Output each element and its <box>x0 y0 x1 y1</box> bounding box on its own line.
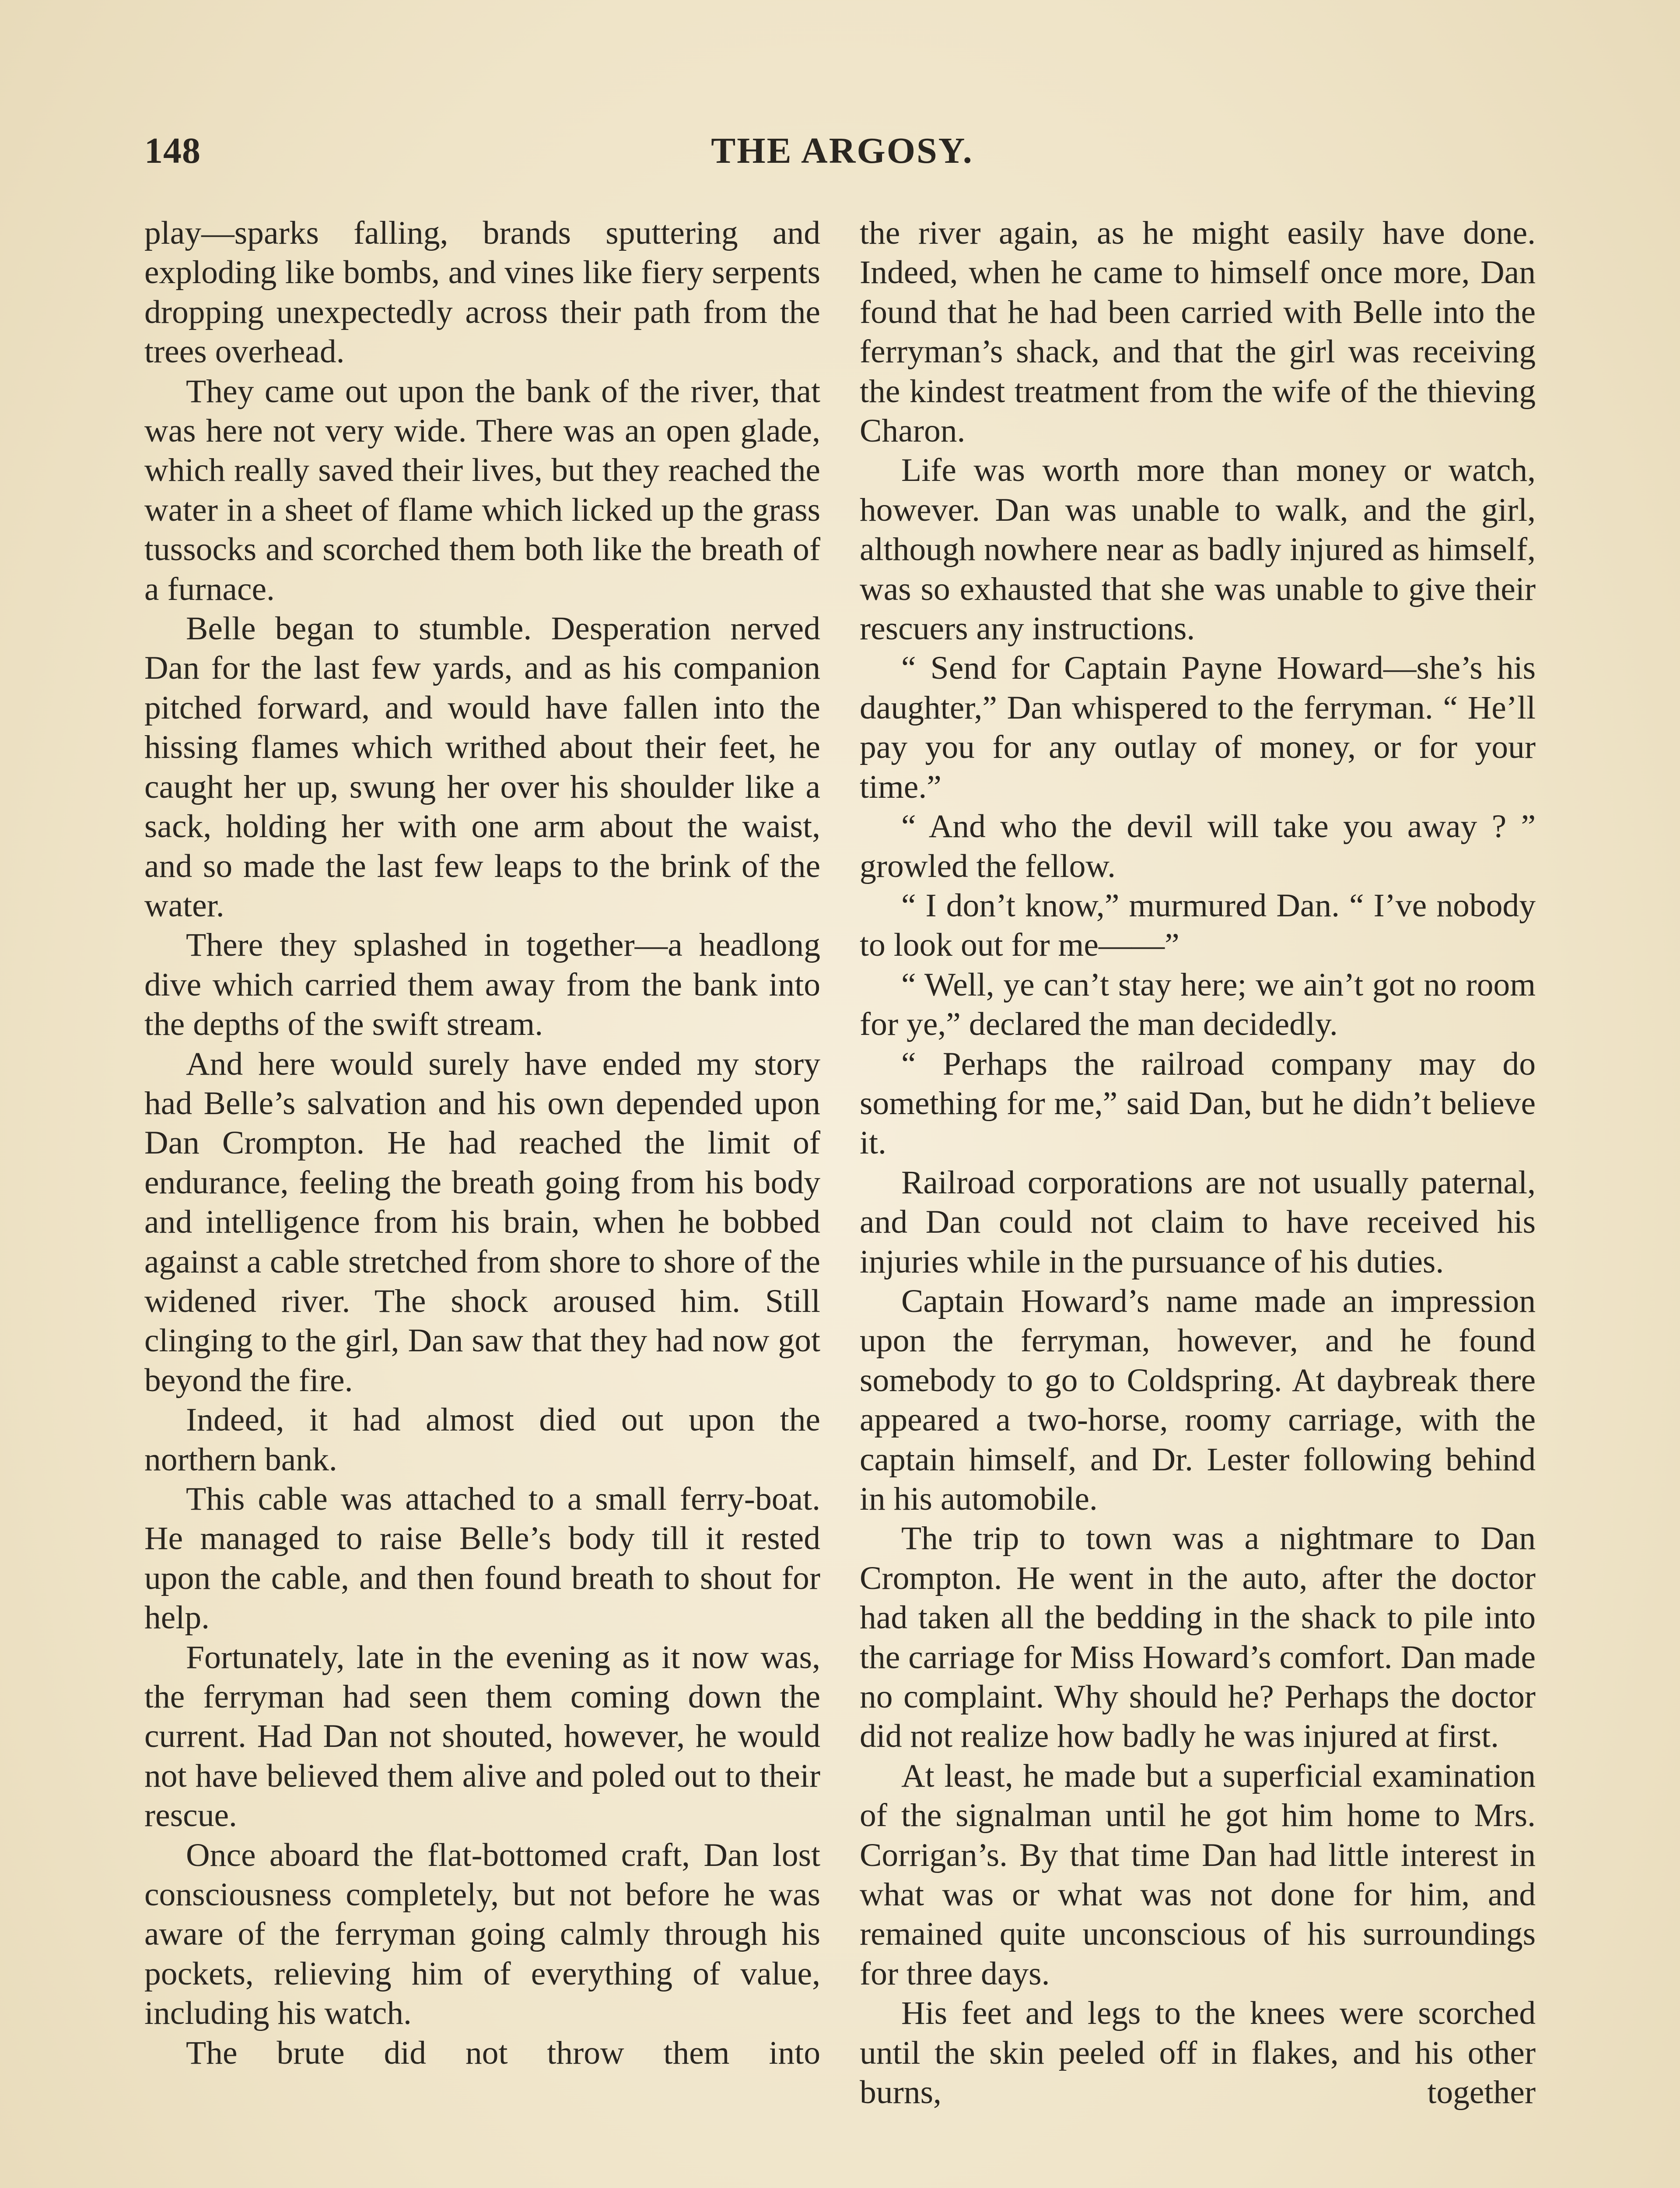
page-number: 148 <box>144 130 201 171</box>
paragraph: His feet and legs to the knees were scorched until the skin peeled off in flakes, and his other burns, together <box>860 1995 1536 2111</box>
paragraph: The trip to town was a nightmare to Dan Crompton. He went in the auto, after the doctor had taken all the bedding in the shack to pile into the carriage for Miss Howard’s comfort. Dan made no complaint. Why should he? Perhaps the doctor did not realize how badly he was injured at first. <box>860 1520 1536 1755</box>
paragraph: Belle began to stumble. Desperation nerved Dan for the last few yards, and as his companion pitched forward, and would have fallen into the hissing flames which writhed about their feet, he caught her up, swung her over his shoulder like a sack, holding her with one arm about the waist, and so made the last few leaps to the brink of the water. <box>144 610 820 924</box>
paragraph: “ I don’t know,” murmured Dan. “ I’ve nobody to look out for me——” <box>860 887 1536 964</box>
page-header <box>144 130 1540 178</box>
paragraph: “ Send for Captain Payne Howard—she’s his daughter,” Dan whispered to the ferryman. “ He’ll pay you for any outlay of money, or for your time.” <box>860 650 1536 805</box>
paragraph: Captain Howard’s name made an impression upon the ferryman, however, and he found somebody to go to Coldspring. At daybreak there appeared a two-horse, roomy carriage, with the captain himself, and Dr. Lester following behind in his automobile. <box>860 1283 1536 1517</box>
paragraph: They came out upon the bank of the river, that was here not very wide. There was an open glade, which really saved their lives, but they reached the water in a sheet of flame which licked up the grass tussocks and scorched them both like the breath of a furnace. <box>144 373 820 607</box>
paragraph: play—sparks falling, brands sputtering and exploding like bombs, and vines like fiery serpents dropping unexpectedly across their path from the trees overhead. <box>144 215 820 370</box>
paragraph: This cable was attached to a small ferry-boat. He managed to raise Belle’s body till it rested upon the cable, and then found breath to shout for help. <box>144 1481 820 1636</box>
paragraph: Fortunately, late in the evening as it now was, the ferryman had seen them coming down the current. Had Dan not shouted, however, he would not have believed them alive and poled out to their rescue. <box>144 1639 820 1834</box>
paragraph: Once aboard the flat-bottomed craft, Dan lost consciousness completely, but not before he was aware of the ferryman going calmly through his pockets, relieving him of everything of value, including his watch. <box>144 1837 820 2032</box>
paragraph: “ And who the devil will take you away ? ” growled the fellow. <box>860 808 1536 884</box>
left-column <box>144 214 820 2073</box>
right-column <box>860 214 1536 2113</box>
paragraph: The brute did not throw them into <box>186 2034 820 2071</box>
paragraph: the river again, as he might easily have done. Indeed, when he came to himself once more, Dan found that he had been carried with Belle into the ferryman’s shack, and that the girl was receiving the kindest treatment from the wife of the thieving Charon. <box>860 215 1536 449</box>
paragraph: Indeed, it had almost died out upon the northern bank. <box>144 1402 820 1478</box>
paragraph: Life was worth more than money or watch, however. Dan was unable to walk, and the girl, although nowhere near as badly injured as himself, was so exhausted that she was unable to give their rescuers any instructions. <box>860 452 1536 647</box>
running-title: THE ARGOSY. <box>711 130 973 171</box>
paragraph: There they splashed in together—a headlong dive which carried them away from the bank into the depths of the swift stream. <box>144 927 820 1043</box>
paragraph: And here would surely have ended my story had Belle’s salvation and his own depended upon Dan Crompton. He had reached the limit of endurance, feeling the breath going from his body and intelligence from his brain, when he bobbed against a cable stretched from shore to shore of the widened river. The shock aroused him. Still clinging to the girl, Dan saw that they had now got beyond the fire. <box>144 1045 820 1399</box>
paragraph: “ Perhaps the railroad company may do something for me,” said Dan, but he didn’t believe it. <box>860 1045 1536 1161</box>
paragraph: At least, he made but a superficial examination of the signalman until he got him home to Mrs. Corrigan’s. By that time Dan had little interest in what was or what was not done for him, and remained quite unconscious of his surroundings for three days. <box>860 1757 1536 1992</box>
paragraph: Railroad corporations are not usually paternal, and Dan could not claim to have received his injuries while in the pursuance of his duties. <box>860 1164 1536 1280</box>
paragraph: “ Well, ye can’t stay here; we ain’t got no room for ye,” declared the man decidedly. <box>860 966 1536 1043</box>
